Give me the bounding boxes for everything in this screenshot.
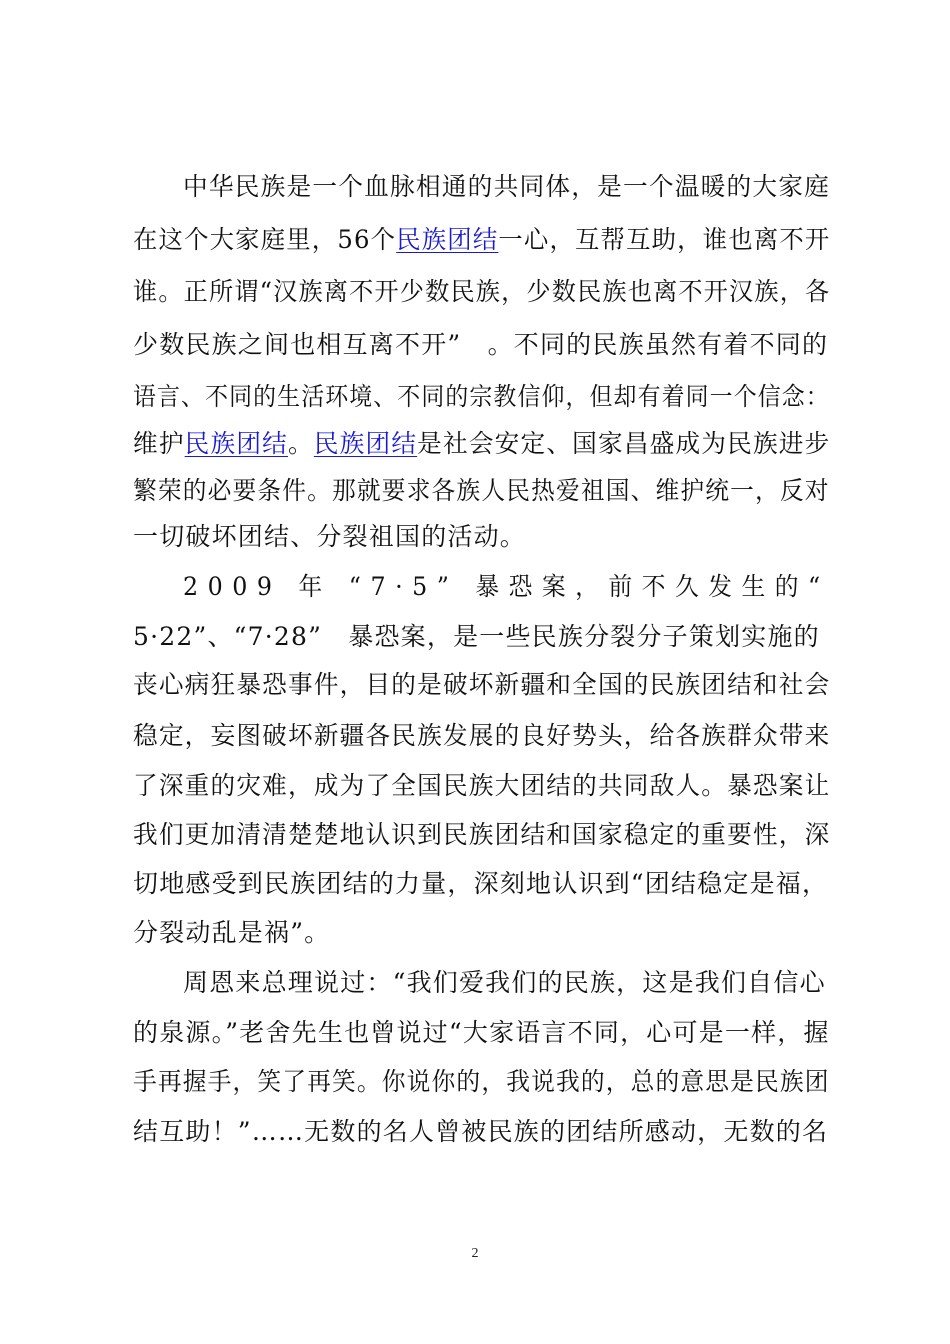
paragraph-1-line-2-text-before: 在这个大家庭里，56个 bbox=[133, 225, 397, 254]
paragraph-3-line-4: 结互助！”……无数的名人曾被民族的团结所感动，无数的名 bbox=[133, 1117, 829, 1146]
paragraph-1-line-6-text-before: 维护 bbox=[133, 429, 185, 458]
paragraph-1-line-2-text-after: 一心，互帮互助，谁也离不开 bbox=[498, 225, 831, 254]
paragraph-1-line-5: 语言、不同的生活环境、不同的宗教信仰，但却有着同一个信念： bbox=[133, 382, 830, 411]
paragraph-2-line-7: 切地感受到民族团结的力量，深刻地认识到“团结稳定是福， bbox=[133, 869, 829, 898]
paragraph-2-line-6: 我们更加清清楚楚地认识到民族团结和国家稳定的重要性，深 bbox=[133, 820, 831, 849]
ethnic-unity-link[interactable]: 民族团结 bbox=[313, 429, 418, 458]
paragraph-1-line-2 bbox=[133, 220, 830, 260]
paragraph-3-line-1: 周恩来总理说过：“我们爱我们的民族，这是我们自信心 bbox=[183, 968, 826, 997]
paragraph-1-line-7: 繁荣的必要条件。那就要求各族人民热爱祖国、维护统一，反对 bbox=[133, 476, 830, 505]
paragraph-1-line-6-text-middle: 。 bbox=[288, 429, 314, 458]
paragraph-2-line-8: 分裂动乱是祸”。 bbox=[133, 918, 331, 947]
paragraph-1-line-1: 中华民族是一个血脉相通的共同体，是一个温暖的大家庭 bbox=[183, 172, 831, 201]
page-number: 2 bbox=[471, 1246, 479, 1261]
paragraph-1-line-8: 一切破坏团结、分裂祖国的活动。 bbox=[133, 522, 527, 551]
paragraph-2-line-2: 5·22”、“7·28” 暴恐案，是一些民族分裂分子策划实施的 bbox=[133, 622, 820, 651]
paragraph-1-line-3: 谁。正所谓“汉族离不开少数民族，少数民族也离不开汉族，各 bbox=[133, 277, 831, 306]
paragraph-2-line-5: 了深重的灾难，成为了全国民族大团结的共同敌人。暴恐案让 bbox=[133, 771, 831, 800]
paragraph-3-line-2: 的泉源。”老舍先生也曾说过“大家语言不同，心可是一样，握 bbox=[133, 1018, 830, 1047]
paragraph-3-line-3: 手再握手，笑了再笑。你说你的，我说我的，总的意思是民族团 bbox=[133, 1067, 830, 1096]
ethnic-unity-link[interactable]: 民族团结 bbox=[396, 225, 499, 254]
ethnic-unity-link[interactable]: 民族团结 bbox=[184, 429, 289, 458]
paragraph-2-line-3: 丧心病狂暴恐事件，目的是破坏新疆和全国的民族团结和社会 bbox=[133, 670, 831, 699]
paragraph-2-line-4: 稳定，妄图破坏新疆各民族发展的良好势头，给各族群众带来 bbox=[133, 721, 831, 750]
paragraph-1-line-6 bbox=[133, 424, 830, 464]
paragraph-2-line-1: 2009 年 “7·5” 暴恐案，前不久发生的“ bbox=[183, 572, 830, 601]
paragraph-1-line-4: 少数民族之间也相互离不开” 。不同的民族虽然有着不同的 bbox=[133, 330, 829, 359]
paragraph-1-line-6-text-after: 是社会安定、国家昌盛成为民族进步 bbox=[417, 429, 831, 458]
